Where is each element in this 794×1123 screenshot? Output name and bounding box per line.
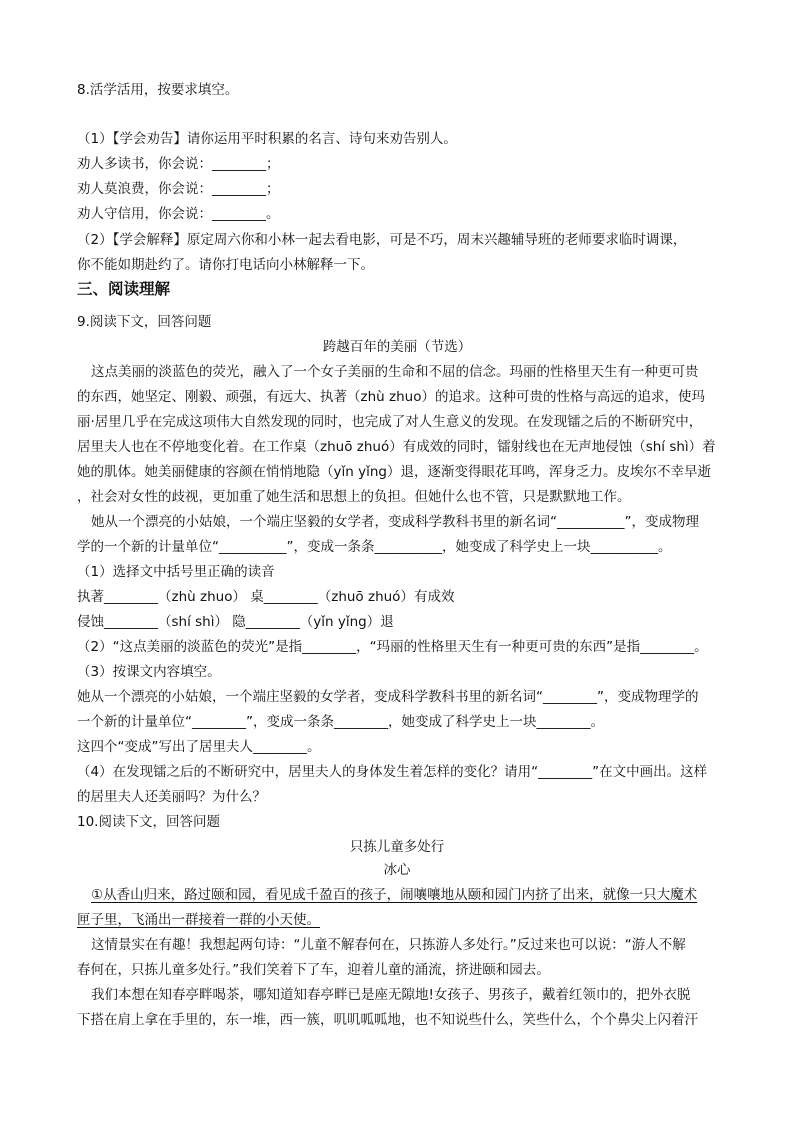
q9-part3-line1: 她从一个漂亮的小姑娘，一个端庄坚毅的女学者，变成科学教科书里的新名词“________”，变成物理学的: [77, 689, 699, 705]
passage-2-line: 春何在，只拣儿童多处行。”我们笑着下了车，迎着儿童的涌流，挤进颐和园去。: [77, 962, 550, 978]
passage-line: 学的一个新的计量单位“__________”，变成一条条__________，她变成了科学史上一块__________。: [77, 539, 672, 555]
q8-part1-prompt: （1）【学会劝告】请你运用平时积累的名言、诗句来劝告别人。: [77, 131, 457, 147]
q9-part1-options-row2: 侵蚀________（shí shì） 隐________（yǐn yǐng）退: [77, 614, 394, 630]
passage-line: 丽·居里几乎在完成这项伟大自然发现的同时，也完成了对人生意义的发现。在发现镭之后的不断研究中，: [77, 414, 703, 430]
passage-line: 她从一个漂亮的小姑娘，一个端庄坚毅的女学者，变成科学教科书里的新名词“__________”，变成物理: [91, 514, 699, 530]
q9-part1-options-row1: 执著________（zhù zhuo） 桌________（zhuō zhuó）有成效: [77, 589, 455, 605]
passage-title: 跨越百年的美丽（节选）: [322, 339, 472, 355]
q9-part3-line3: 这四个“变成”写出了居里夫人________。: [77, 739, 321, 755]
passage-2-author: 冰心: [383, 862, 411, 878]
question-10-title: 10.阅读下文，回答问题: [77, 814, 220, 830]
q8-part2-prompt-line1: （2）【学会解释】原定周六你和小林一起去看电影，可是不巧，周末兴趣辅导班的老师要求临时调课，: [77, 232, 687, 248]
passage-2-underlined-line: ①从香山归来，路过颐和园，看见成千盈百的孩子，闹嚷嚷地从颐和园门内挤了出来，就像一只大魔术: [91, 887, 698, 903]
passage-2-title: 只拣儿童多处行: [349, 839, 445, 855]
q8-part1-line3: 劝人守信用，你会说：________。: [77, 206, 280, 222]
passage-2-underlined-line: 匣子里，飞涌出一群接着一群的小天使。: [77, 912, 320, 928]
passage-line: 的东西，她坚定、刚毅、顽强，有远大、执著（zhù zhuo）的追求。这种可贵的性格与高远的追求，使玛: [77, 389, 705, 405]
q9-part3-prompt: （3）按课文内容填空。: [77, 664, 221, 680]
passage-line: 她的肌体。她美丽健康的容颜在悄悄地隐（yǐn yǐng）退，逐渐变得眼花耳鸣，浑身乏力。皮埃尔不幸早逝: [77, 464, 711, 480]
q9-part2-prompt: （2）“这点美丽的淡蓝色的荧光”是指________，“玛丽的性格里天生有一种更可贵的东西”是指________。: [77, 639, 708, 655]
q9-part4-line1: （4）在发现镭之后的不断研究中，居里夫人的身体发生着怎样的变化？请用“________”在文中画出。这样: [77, 764, 708, 780]
question-8-title: 8.活学活用，按要求填空。: [77, 82, 239, 98]
passage-2-line: 这情景实在有趣！我想起两句诗：“儿童不解春何在，只拣游人多处行。”反过来也可以说：“游人不解: [91, 937, 686, 953]
q9-part4-line2: 的居里夫人还美丽吗？为什么？: [77, 789, 266, 805]
passage-line: 居里夫人也在不停地变化着。在工作桌（zhuō zhuó）有成效的同时，镭射线也在无声地侵蚀（shí shì）着: [77, 439, 716, 455]
q8-part1-line2: 劝人莫浪费，你会说：________；: [77, 181, 280, 197]
passage-2-line: 下搭在肩上拿在手里的，东一堆，西一簇，叽叽呱呱地，也不知说些什么，笑些什么，个个鼻尖上闪着汗: [77, 1012, 698, 1028]
section-heading-reading: 三、阅读理解: [77, 280, 171, 298]
passage-line: 这点美丽的淡蓝色的荧光，融入了一个女子美丽的生命和不屈的信念。玛丽的性格里天生有一种更可贵: [91, 364, 699, 380]
passage-2-line: 我们本想在知春亭畔喝茶，哪知道知春亭畔已是座无隙地!女孩子、男孩子，戴着红领巾的，把外衣脱: [91, 987, 691, 1003]
q8-part2-prompt-line2: 你不能如期赴约了。请你打电话向小林解释一下。: [77, 257, 374, 273]
question-9-title: 9.阅读下文，回答问题: [77, 314, 212, 330]
passage-line: ，社会对女性的歧视，更加重了她生活和思想上的负担。但她什么也不管，只是默默地工作。: [77, 489, 631, 505]
q9-part3-line2: 一个新的计量单位“________”，变成一条条________，她变成了科学史上一块________。: [77, 714, 604, 730]
q8-part1-line1: 劝人多读书，你会说：________；: [77, 156, 280, 172]
q9-part1-prompt: （1）选择文中括号里正确的读音: [77, 564, 275, 580]
